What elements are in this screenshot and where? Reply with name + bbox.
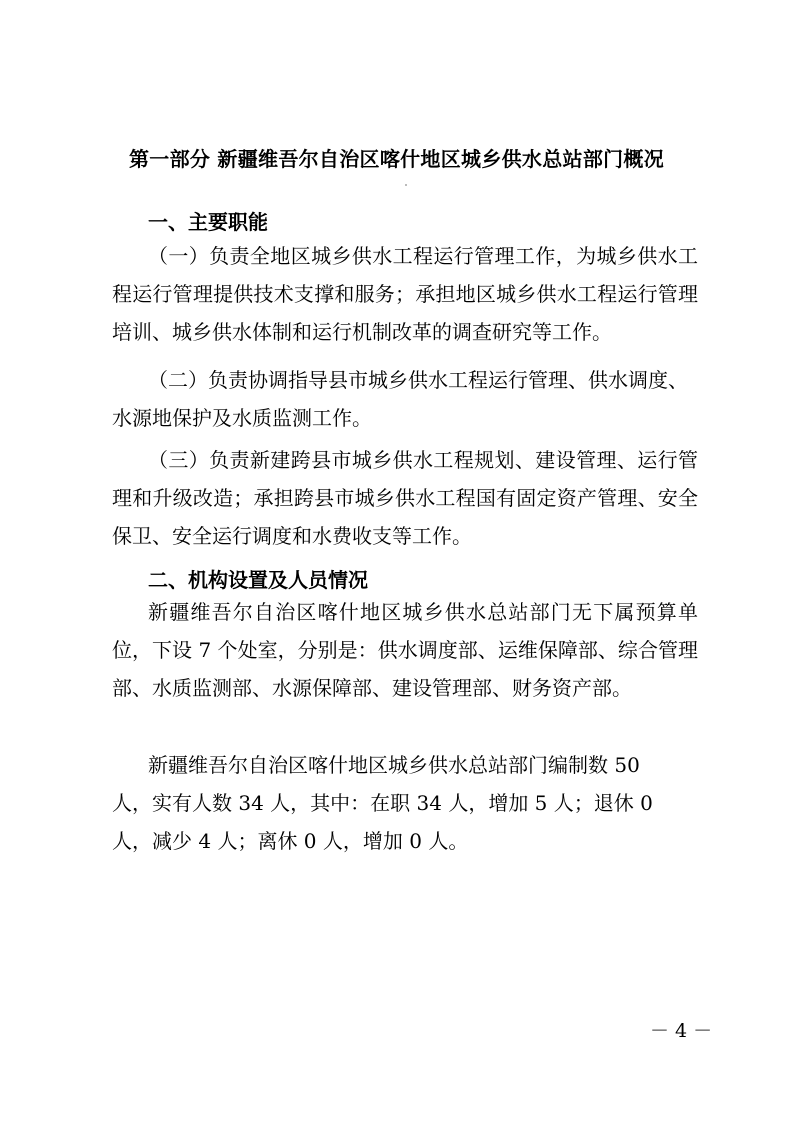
paragraph-function-3: （三）负责新建跨县市城乡供水工程规划、建设管理、运行管理和升级改造；承担跨县市城乡供水工程国有固定资产管理、安全保卫、安全运行调度和水费收支等工作。 — [112, 448, 698, 548]
paragraph-organization: 新疆维吾尔自治区喀什地区城乡供水总站部门无下属预算单位，下设 7 个处室，分别是：供水调度部、运维保障部、综合管理部、水质监测部、水源保障部、建设管理部、财务资产部。 — [112, 600, 698, 700]
paragraph-function-2: （二）负责协调指导县市城乡供水工程运行管理、供水调度、水源地保护及水质监测工作。 — [112, 368, 688, 430]
scan-speck — [405, 184, 407, 186]
page-number: － 4 － — [650, 1020, 713, 1042]
paragraph-function-1: （一）负责全地区城乡供水工程运行管理工作，为城乡供水工程运行管理提供技术支撑和服务；承担地区城乡供水工程运行管理培训、城乡供水体制和运行机制改革的调查研究等工作。 — [112, 244, 698, 344]
section-heading-organization: 二、机构设置及人员情况 — [148, 568, 368, 592]
section-heading-functions: 一、主要职能 — [148, 210, 268, 234]
page-title: 第一部分 新疆维吾尔自治区喀什地区城乡供水总站部门概况 — [128, 147, 665, 171]
paragraph-staffing: 新疆维吾尔自治区喀什地区城乡供水总站部门编制数 50 人，实有人数 34 人，其中：在职 34 人，增加 5 人；退休 0 人，减少 4 人；离休 0 人，增加 0 人。 — [112, 753, 653, 853]
